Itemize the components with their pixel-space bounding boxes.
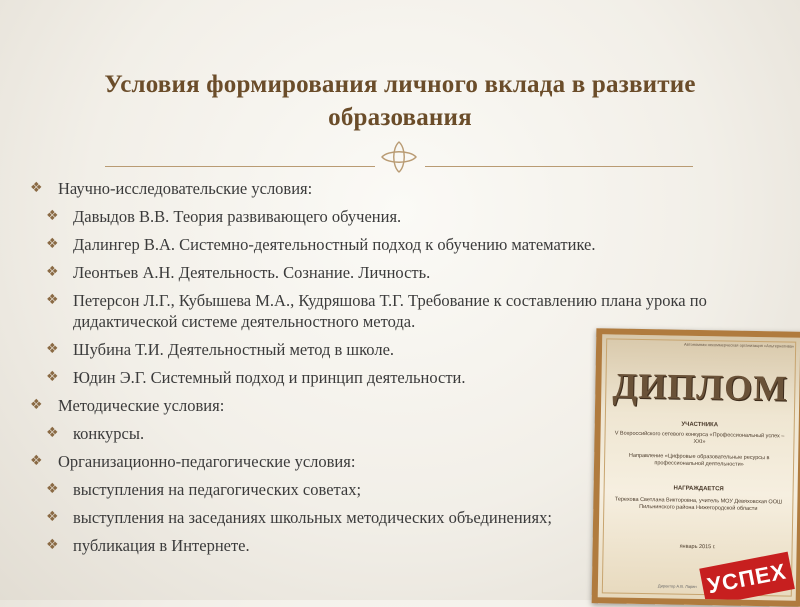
list-item <box>28 290 728 332</box>
diploma-title: ДИПЛОМ <box>612 365 789 409</box>
bullet-icon: ❖ <box>30 180 43 196</box>
title-divider-left <box>105 166 375 167</box>
list-item-text: Шубина Т.И. Деятельностный метод в школе. <box>73 340 395 359</box>
list-item-text: выступления на заседаниях школьных методических объединениях; <box>73 508 552 527</box>
ornament-icon <box>380 140 418 174</box>
diploma-awarded-label: НАГРАЖДАЕТСЯ <box>673 485 724 493</box>
list-item <box>28 234 728 255</box>
bullet-icon: ❖ <box>30 453 43 469</box>
bullet-icon: ❖ <box>46 369 59 385</box>
list-item-text: выступления на педагогических советах; <box>73 480 362 499</box>
list-item-text: Юдин Э.Г. Системный подход и принцип деятельности. <box>73 368 466 387</box>
section-heading-item <box>28 178 728 199</box>
diploma-direction: Направление «Цифровые образовательные ресурсы в профессиональной деятельности» <box>628 452 770 468</box>
bullet-icon: ❖ <box>46 481 59 497</box>
diploma-awardee: Терехова Светлана Викторовна, учитель МОУ Девяховская ООШ Пильнинского района Нижегородской области <box>614 496 783 513</box>
slide-title: Условия формирования личного вклада в развитие образования <box>104 71 696 131</box>
diploma-image <box>592 328 800 607</box>
list-item-text: Далингер В.А. Системно-деятельностный подход к обучению математике. <box>73 235 596 254</box>
bullet-icon: ❖ <box>46 425 59 441</box>
list-item-text: Научно-исследовательские условия: <box>58 179 313 198</box>
bullet-icon: ❖ <box>46 341 59 357</box>
list-item-text: Леонтьев А.Н. Деятельность. Сознание. Личность. <box>73 263 431 282</box>
bullet-icon: ❖ <box>46 264 59 280</box>
list-item <box>28 206 728 227</box>
bullet-icon: ❖ <box>46 537 59 553</box>
diploma-signature: Директор А.В. Ларин <box>657 583 697 589</box>
bullet-icon: ❖ <box>46 208 59 224</box>
bullet-icon: ❖ <box>46 292 59 308</box>
diploma-date: январь 2015 г. <box>679 543 716 551</box>
list-item-text: публикация в Интернете. <box>73 536 250 555</box>
list-item <box>28 262 728 283</box>
list-item-text: Давыдов В.В. Теория развивающего обучения. <box>73 207 402 226</box>
bullet-icon: ❖ <box>30 397 43 413</box>
uspekh-logo: УСПЕХ <box>699 552 795 606</box>
diploma-participant-label: УЧАСТНИКА <box>681 421 719 429</box>
list-item-text: Методические условия: <box>58 396 225 415</box>
bullet-icon: ❖ <box>46 236 59 252</box>
diploma-contest: V Всероссийского сетевого конкурса «Профессиональный успех – XXI» <box>614 430 785 446</box>
list-item-text: Организационно-педагогические условия: <box>58 452 356 471</box>
diploma-header: Автономная некоммерческая организация «Альтернатива» <box>683 341 795 349</box>
list-item-text: конкурсы. <box>73 424 145 443</box>
list-item-text: Петерсон Л.Г., Кубышева М.А., Кудряшова Т.Г. Требование к составлению плана урока по дидактической системе деятельностного метода. <box>73 291 707 331</box>
bullet-icon: ❖ <box>46 509 59 525</box>
title-divider-right <box>425 166 693 167</box>
